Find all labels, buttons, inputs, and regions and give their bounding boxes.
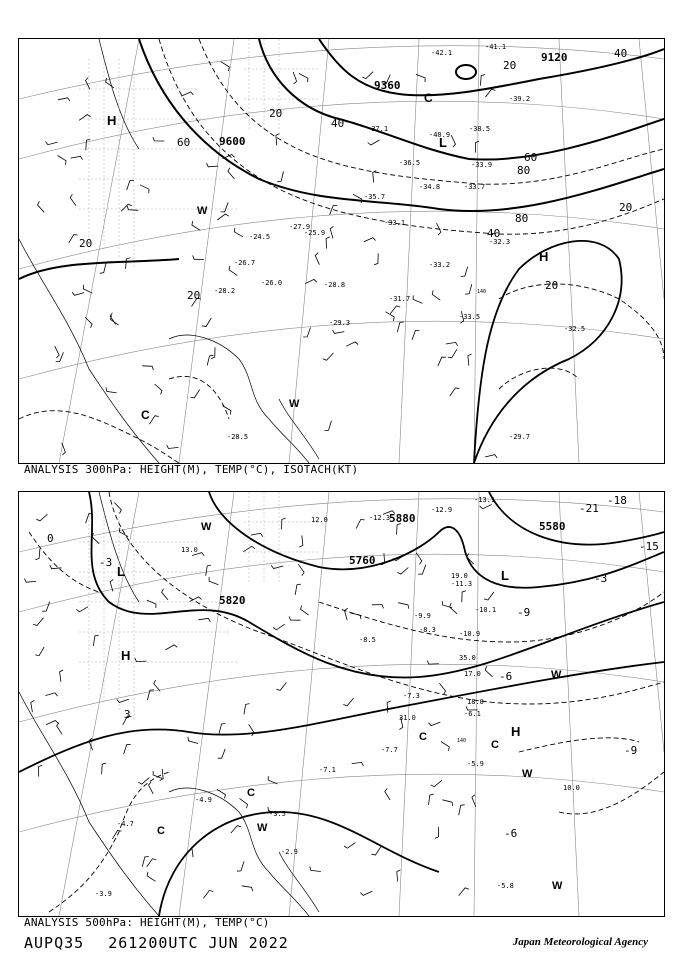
wind-barb [58, 98, 70, 101]
temp-label: -28.2 [214, 287, 236, 295]
wind-barb [273, 624, 285, 630]
warm-center: W [289, 398, 300, 410]
temp-label: -33.5 [459, 313, 481, 321]
wind-barb [310, 867, 321, 872]
wind-barb [211, 347, 215, 358]
wind-barb [277, 171, 283, 181]
wind-barb [346, 342, 358, 346]
wind-barb [480, 75, 485, 86]
wind-barb [102, 763, 106, 774]
temp-label: -5.9 [467, 760, 484, 768]
wind-barb [435, 827, 439, 839]
wind-barb [448, 349, 457, 358]
isotach-label: 40 [614, 47, 628, 60]
wind-barb [485, 89, 495, 97]
temp-label: -28.8 [324, 281, 346, 289]
wind-barb [229, 266, 237, 276]
wind-barb [149, 782, 154, 794]
wind-barb [188, 737, 198, 744]
high-center: H [107, 113, 117, 128]
terrain-hatch [79, 39, 319, 269]
chart-300hpa [18, 38, 665, 464]
wind-barb [484, 592, 494, 600]
isotach-label: 60 [524, 151, 538, 164]
wind-barb [301, 606, 309, 616]
wind-barb [62, 443, 66, 455]
wind-barb [192, 221, 200, 230]
temp-label: -33.2 [429, 261, 451, 269]
height-label: 5580 [539, 520, 566, 533]
low-center: L [501, 568, 509, 583]
wind-barb [58, 156, 67, 165]
wind-barb [181, 92, 193, 96]
wind-barb [35, 647, 44, 656]
temp-label: -35.7 [364, 193, 386, 201]
temp-label: -6.1 [464, 710, 481, 718]
wind-barb [207, 163, 219, 167]
temp-label: -28.5 [227, 433, 249, 441]
wind-barb [76, 607, 88, 612]
wind-barb [71, 156, 83, 159]
isotherm-label: 3 [124, 708, 131, 721]
wind-barb [326, 237, 330, 249]
wind-barb [153, 771, 162, 779]
wind-barb [442, 800, 452, 806]
wind-barb [271, 565, 283, 568]
wind-barb [38, 201, 45, 212]
temp-label: -27.9 [289, 223, 311, 231]
isotach-label: 20 [79, 237, 93, 250]
wind-barb [36, 514, 47, 521]
wind-barb [418, 565, 426, 574]
wind-barb [387, 701, 391, 713]
wind-barb [485, 666, 492, 677]
wind-barb [198, 618, 210, 622]
wind-barb [70, 194, 76, 206]
temp-label: -24.5 [249, 233, 271, 241]
wind-barb [323, 353, 334, 360]
wind-barb [57, 723, 63, 735]
wind-barb [427, 661, 439, 665]
wind-barb [140, 185, 149, 193]
wind-barb [345, 608, 348, 620]
wind-barb [114, 503, 121, 514]
temp-label: -33.9 [471, 161, 493, 169]
wind-barb [100, 263, 106, 273]
warm-center: W [257, 822, 268, 834]
cold-center: C [491, 739, 499, 751]
temp-label: -12.3 [369, 514, 391, 522]
wind-barb [360, 891, 372, 895]
wind-barb [127, 206, 138, 210]
wind-barb [228, 168, 235, 179]
height-label: 9360 [374, 79, 401, 92]
temp-label: 19.0 [451, 572, 468, 580]
graticule [19, 39, 664, 463]
wind-barb [127, 180, 134, 190]
wind-barb [217, 214, 229, 220]
wind-barb [190, 390, 199, 398]
isotach-label: 20 [269, 107, 283, 120]
wind-barb [315, 253, 319, 265]
temp-label: -42.1 [431, 49, 453, 57]
wind-barb [202, 318, 211, 327]
bulletin-id: AUPQ35 [24, 934, 85, 952]
wind-barb [344, 843, 356, 849]
wind-barb [468, 354, 472, 366]
wind-barb [31, 700, 35, 712]
temp-label: -8.3 [419, 626, 436, 634]
high-center: H [511, 724, 521, 739]
wind-barb [362, 72, 373, 79]
isotherm-label: 0 [47, 532, 54, 545]
temp-label: -25.9 [304, 229, 326, 237]
cold-center: C [424, 91, 433, 105]
isotherm-label: -21 [579, 502, 599, 515]
isotherm-label: -9 [517, 606, 531, 619]
isotherm-label: -15 [639, 540, 659, 553]
high-center: H [121, 648, 131, 663]
height-label: 5760 [349, 554, 376, 567]
temp-label: -26.0 [261, 279, 283, 287]
wind-barb [126, 258, 131, 269]
temp-label: -9.9 [414, 612, 431, 620]
isotach-label: 40 [331, 117, 345, 130]
wind-barb [60, 670, 64, 682]
wind-barb [111, 316, 119, 326]
temp-label: -41.1 [485, 43, 507, 51]
wind-barb [364, 238, 376, 242]
grid-mark: 140 [457, 738, 467, 744]
cold-center: C [157, 825, 165, 837]
temp-label: -32.3 [489, 238, 511, 246]
temp-label: 17.0 [464, 670, 481, 678]
wind-barb [160, 769, 164, 781]
warm-center: W [552, 880, 563, 892]
wind-barb [282, 518, 286, 529]
isotherm-label: -6 [504, 827, 518, 840]
temp-label: -3.5 [269, 810, 286, 818]
temp-label: -11.3 [451, 580, 473, 588]
wind-barb [325, 421, 332, 431]
wind-barb [330, 226, 333, 238]
temp-label: -36.5 [399, 159, 421, 167]
temp-label: -7.7 [381, 746, 398, 754]
temp-label: -33.7 [464, 183, 486, 191]
wind-barb [390, 306, 400, 314]
low-center: L [439, 135, 447, 150]
temp-label: -12.9 [431, 506, 453, 514]
wind-barb [397, 524, 401, 535]
temp-label: 31.0 [399, 714, 416, 722]
wind-barb [289, 616, 300, 620]
height-label: 5820 [219, 594, 246, 607]
temp-label: -39.2 [509, 95, 531, 103]
wind-barb [33, 618, 43, 626]
wind-barb [480, 505, 492, 509]
wind-barb [219, 724, 226, 734]
warm-center: W [197, 205, 208, 217]
height-label: 9600 [219, 135, 246, 148]
cold-center: C [247, 787, 255, 799]
isotach-label: 20 [545, 279, 559, 292]
isotach-contours [19, 39, 664, 463]
graticule [19, 492, 664, 916]
wind-barb [485, 455, 497, 458]
temp-label: -4.7 [117, 820, 134, 828]
wind-barb [343, 698, 353, 706]
wind-barb [293, 72, 296, 84]
temp-label: -31.7 [389, 295, 411, 303]
wind-barb [242, 886, 253, 891]
wind-barb [69, 235, 78, 244]
wind-barb [298, 564, 304, 576]
wind-barb [24, 579, 36, 583]
temp-label: 18.0 [467, 698, 484, 706]
wind-barb [305, 279, 317, 283]
wind-barb [303, 327, 310, 337]
wind-barb [397, 322, 404, 332]
warm-center: W [551, 669, 562, 681]
wind-barb [351, 613, 361, 619]
temp-label: -34.8 [419, 183, 441, 191]
wind-barb [39, 765, 43, 777]
wind-barb [221, 62, 229, 71]
isotherm-label: -3 [99, 556, 113, 569]
wind-barb [465, 284, 472, 294]
wind-barb [386, 312, 395, 321]
temp-label: 10.0 [563, 784, 580, 792]
isotach-label: 20 [187, 289, 201, 302]
temp-label: -4.9 [195, 796, 212, 804]
isotach-label: 80 [515, 212, 529, 225]
wind-barb [352, 762, 364, 766]
wind-barb [372, 847, 381, 855]
temp-label: -33.1 [384, 219, 406, 227]
height-label: 9120 [541, 51, 568, 64]
wind-barb [124, 744, 131, 754]
wind-barb [412, 330, 419, 340]
temp-label: -7.1 [319, 766, 336, 774]
wind-barb [413, 295, 422, 303]
temp-label: -10.9 [459, 630, 481, 638]
wind-barb [55, 346, 59, 358]
temp-label: -5.8 [497, 882, 514, 890]
temp-label: -2.9 [281, 848, 298, 856]
isotherm-label: -9 [624, 744, 638, 757]
wind-barb [432, 290, 440, 300]
map-300hpa [19, 39, 664, 463]
wind-barb [147, 859, 157, 867]
wind-barb [154, 680, 161, 691]
wind-barb [244, 704, 250, 715]
wind-barb [368, 140, 380, 145]
wind-barb [438, 357, 446, 366]
wind-barb [459, 888, 469, 896]
wind-barb [429, 794, 434, 805]
wind-barb [461, 267, 468, 277]
map-500hpa [19, 492, 664, 916]
wind-barb [72, 292, 84, 295]
warm-center: W [522, 768, 533, 780]
temp-label: -38.5 [469, 125, 491, 133]
wind-barb [42, 602, 50, 612]
terrain-hatch [79, 492, 319, 722]
wind-barb [276, 134, 280, 146]
isotherm-label: -6 [499, 670, 513, 683]
wind-barb [46, 721, 58, 725]
wind-barb [299, 535, 303, 547]
wind-barb [206, 565, 211, 576]
wind-barb [251, 533, 263, 536]
wind-barb [155, 384, 162, 394]
wind-barb [451, 135, 455, 147]
wind-barb [441, 742, 449, 751]
wind-barb [450, 388, 460, 396]
isotach-label: 20 [503, 59, 517, 72]
wind-barb [112, 830, 121, 839]
wind-barb [231, 826, 241, 834]
chart-500hpa [18, 491, 665, 917]
temp-label: -26.7 [234, 259, 256, 267]
wind-barb [217, 789, 226, 798]
wind-barb [299, 74, 308, 83]
wind-barb [431, 780, 442, 786]
wind-barb [93, 635, 98, 646]
cold-center: C [141, 408, 150, 422]
temp-label: -3.9 [95, 890, 112, 898]
wind-barb [459, 805, 465, 816]
wind-barb [276, 683, 286, 691]
wind-barb [446, 342, 458, 345]
wind-barb [35, 549, 40, 560]
isotach-label: 60 [177, 136, 191, 149]
wind-barb [237, 861, 244, 871]
agency-credit: Japan Meteorological Agency [512, 936, 648, 948]
wind-barb [398, 603, 409, 609]
cold-center: C [419, 731, 427, 743]
isotach-label: 20 [619, 201, 633, 214]
wind-barb [147, 600, 156, 608]
wind-barb [372, 605, 384, 609]
wind-barb [209, 577, 218, 585]
coastline [19, 39, 319, 463]
wind-barb [162, 589, 168, 600]
temp-label: 12.0 [311, 516, 328, 524]
temp-label: -8.5 [359, 636, 376, 644]
wind-barb [397, 568, 408, 575]
wind-barb [147, 872, 155, 881]
temp-label: -40.9 [429, 131, 451, 139]
wind-barb [332, 330, 344, 333]
caption-300hpa: ANALYSIS 300hPa: HEIGHT(M), TEMP(°C), ISOTACH(KT) [24, 463, 359, 476]
wind-barb [356, 520, 365, 529]
wind-barb [46, 693, 58, 696]
wind-barb [117, 699, 129, 702]
wind-barbs [24, 503, 497, 899]
wind-barb [193, 255, 204, 259]
temp-label: -29.7 [509, 433, 531, 441]
wind-barb [218, 749, 226, 758]
temp-label: -32.5 [564, 325, 586, 333]
wind-barb [221, 202, 228, 212]
temp-label: -37.1 [367, 125, 389, 133]
wind-barb [135, 658, 147, 662]
isotherm-label: -18 [607, 494, 627, 507]
height-contours [19, 492, 664, 916]
warm-center: W [201, 521, 212, 533]
wind-barb [374, 253, 378, 264]
wind-barb [234, 228, 243, 237]
high-center: H [539, 249, 549, 264]
valid-time: 261200UTC JUN 2022 [108, 934, 289, 952]
wind-barb [207, 355, 213, 365]
low-center: L [117, 564, 125, 579]
temp-label: 13.0 [181, 546, 198, 554]
wind-barb [295, 584, 301, 595]
wind-barb [428, 722, 440, 726]
wind-barb [85, 317, 92, 328]
temp-label: 35.0 [459, 654, 476, 662]
wind-barb [142, 366, 153, 370]
wind-barb [86, 139, 90, 150]
temp-label: -7.3 [403, 692, 420, 700]
caption-500hpa: ANALYSIS 500hPa: HEIGHT(M), TEMP(°C) [24, 916, 270, 929]
wind-barb [167, 445, 179, 449]
isotherm-label: -3 [594, 572, 608, 585]
wind-barb [46, 142, 58, 145]
wind-barb [106, 388, 117, 393]
grid-mark: 140 [477, 289, 487, 295]
wind-barb [439, 683, 445, 694]
wind-barb [450, 603, 457, 614]
wind-barb [150, 416, 159, 425]
isotach-label: 40 [487, 227, 501, 240]
height-label: 5880 [389, 512, 416, 525]
wind-barb [138, 778, 149, 785]
wind-barb [240, 798, 248, 808]
coastline [19, 492, 319, 916]
wind-barb [385, 788, 390, 800]
height-contours [19, 39, 664, 463]
temp-label: -13.1 [474, 496, 496, 504]
wind-barb [475, 141, 479, 153]
wind-barb [203, 890, 213, 898]
wind-barb [166, 645, 178, 650]
temp-label: -29.3 [329, 319, 351, 327]
isotach-label: 80 [517, 164, 531, 177]
wind-barb [153, 137, 164, 141]
wind-barb [397, 870, 401, 882]
bulletin-header [24, 934, 303, 952]
wind-barb [462, 591, 466, 602]
temp-label: -10.1 [475, 606, 497, 614]
